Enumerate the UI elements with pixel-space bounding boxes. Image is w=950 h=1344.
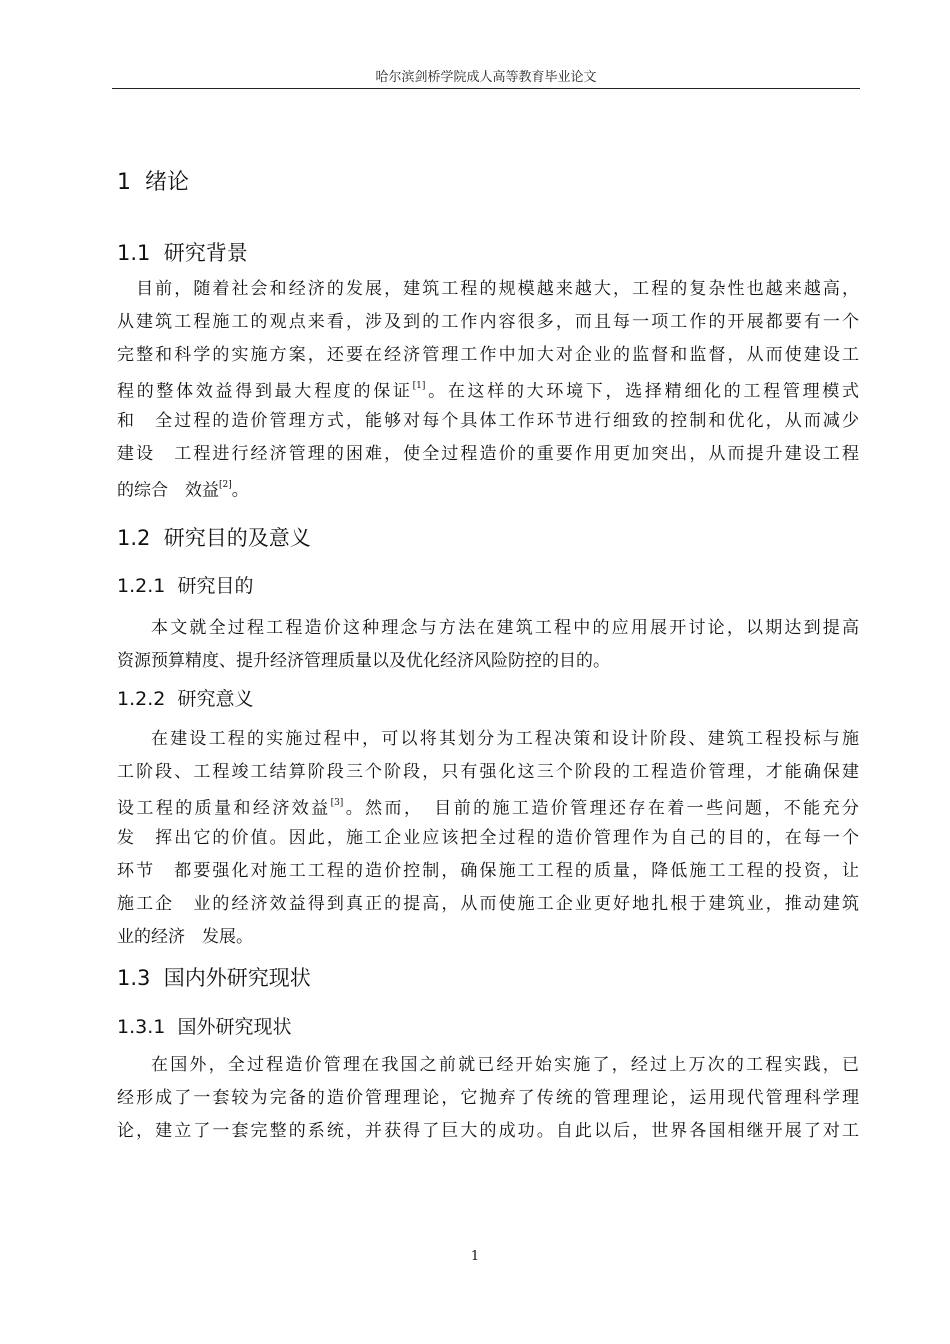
section-heading-1-2	[117, 522, 311, 552]
citation-ref: [2]	[219, 480, 232, 490]
header-title: 哈尔滨剑桥学院成人高等教育毕业论文	[375, 70, 597, 85]
subsection-heading-1-3-1	[117, 1012, 291, 1039]
text-line	[117, 471, 859, 504]
section-title: 研究背景	[163, 241, 248, 265]
text-line: 发 挥出它的价值。因此，施工企业应该把全过程的造价管理作为自己的目的，在每一个	[117, 828, 859, 848]
section-number: 1.1	[117, 241, 151, 265]
text-segment: 的综合 效益	[117, 480, 219, 501]
text-line: 工阶段、工程竣工结算阶段三个阶段，只有强化这三个阶段的工程造价管理，才能确保建	[117, 762, 859, 782]
section-heading-1-1	[117, 237, 248, 267]
text-line: 业的经济 发展。	[117, 927, 253, 947]
citation-ref: [1]	[412, 381, 426, 391]
section-heading-1-3	[117, 962, 311, 992]
text-line: 经形成了一套较为完备的造价管理理论，它抛弃了传统的管理理论，运用现代管理科学理	[117, 1088, 859, 1108]
text-line: 本文就全过程工程造价这种理念与方法在建筑工程中的应用展开讨论，以期达到提高	[151, 618, 859, 638]
subsection-heading-1-2-1	[117, 571, 253, 598]
text-segment: 。	[231, 480, 249, 501]
section-number: 1.2	[117, 526, 151, 550]
subsection-title: 研究目的	[177, 575, 254, 597]
subsection-number: 1.3.1	[117, 1016, 166, 1038]
subsection-title: 研究意义	[177, 688, 254, 710]
paragraph-foreign-status	[117, 1049, 859, 1148]
subsection-number: 1.2.2	[117, 688, 166, 710]
text-line: 目前，随着社会和经济的发展，建筑工程的规模越来越大，工程的复杂性也越来越高，	[117, 279, 859, 299]
citation-ref: [3]	[330, 798, 344, 808]
text-segment: 。在这样的大环境下，选择精细化的工程管理模式	[425, 381, 860, 402]
header-rule	[112, 88, 860, 89]
chapter-number: 1	[117, 170, 131, 195]
text-line	[117, 372, 859, 405]
page-number: 1	[470, 1249, 480, 1264]
text-line: 建设 工程进行经济管理的困难，使全过程造价的重要作用更加突出，从而提升建设工程	[117, 444, 859, 464]
text-line: 施工企 业的经济效益得到真正的提高，从而使施工企业更好地扎根于建筑业，推动建筑	[117, 894, 859, 914]
text-line: 在建设工程的实施过程中，可以将其划分为工程决策和设计阶段、建筑工程投标与施	[151, 729, 859, 749]
subsection-title: 国外研究现状	[177, 1016, 292, 1038]
chapter-title: 绪论	[145, 170, 190, 195]
text-line: 从建筑工程施工的观点来看，涉及到的工作内容很多，而且每一项工作的开展都要有一个	[117, 312, 859, 332]
chapter-heading	[117, 165, 189, 196]
text-line: 在国外，全过程造价管理在我国之前就已经开始实施了，经过上万次的工程实践，已	[151, 1055, 859, 1075]
section-title: 研究目的及意义	[163, 526, 311, 550]
text-line: 环节 都要强化对施工工程的造价控制，确保施工工程的质量，降低施工工程的投资，让	[117, 861, 859, 881]
text-line: 完整和科学的实施方案，还要在经济管理工作中加大对企业的监督和监督，从而使建设工	[117, 345, 859, 365]
paragraph-significance	[117, 723, 859, 954]
text-line: 论，建立了一套完整的系统，并获得了巨大的成功。自此以后，世界各国相继开展了对工	[117, 1121, 859, 1141]
text-segment: 设工程的质量和经济效益	[117, 798, 331, 819]
page-header	[112, 60, 860, 87]
paragraph-purpose	[117, 612, 859, 678]
section-number: 1.3	[117, 966, 151, 990]
text-line: 和 全过程的造价管理方式，能够对每个具体工作环节进行细致的控制和优化，从而减少	[117, 411, 859, 431]
text-segment: 。然而， 目前的施工造价管理还存在着一些问题，不能充分	[343, 798, 860, 819]
section-title: 国内外研究现状	[163, 966, 311, 990]
subsection-heading-1-2-2	[117, 684, 253, 711]
text-line: 资源预算精度、提升经济管理质量以及优化经济风险防控的目的。	[117, 651, 610, 671]
paragraph-background	[117, 273, 859, 504]
text-segment: 程的整体效益得到最大程度的保证	[117, 381, 413, 402]
subsection-number: 1.2.1	[117, 575, 166, 597]
text-line	[117, 789, 859, 822]
